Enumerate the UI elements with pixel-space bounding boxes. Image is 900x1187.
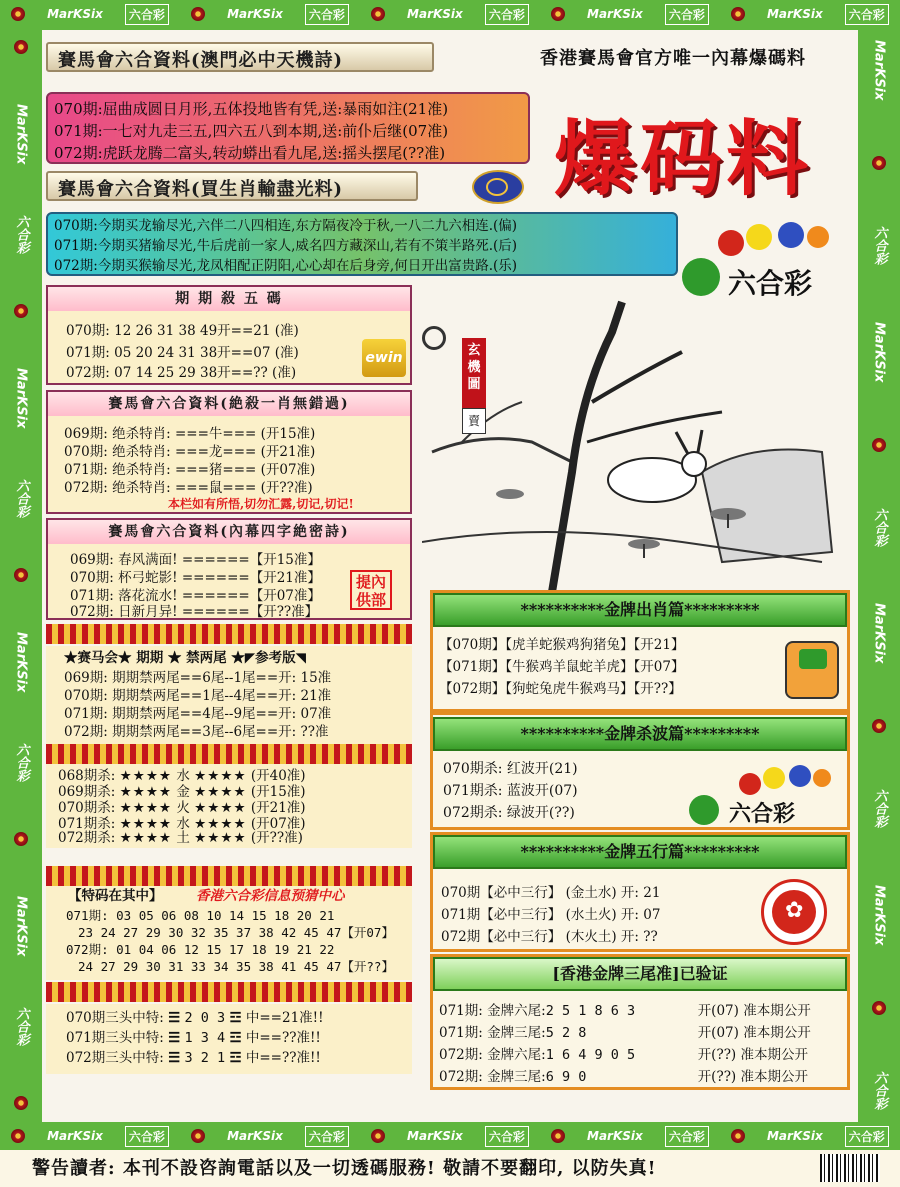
border-brand-cn: 六合彩 — [871, 507, 887, 547]
border-brand: MarKSix — [227, 7, 283, 21]
left-border — [0, 40, 42, 1110]
gold-tail-row: 072期: 金牌六尾:1 6 4 9 0 5 开(??) 准本期公开 — [439, 1047, 808, 1063]
border-brand-cn: 六合彩 — [13, 1006, 29, 1046]
rose-icon — [731, 1129, 745, 1143]
rose-icon — [14, 1096, 28, 1110]
border-brand: MarKSix — [871, 321, 887, 382]
special-panel — [46, 886, 412, 980]
tail2-row: 070期: 期期禁两尾==1尾--4尾==开: 21准 — [64, 688, 332, 704]
buy-row: 070期:今期买龙输尽光,六伴二八四相连,东方隔夜冷于秋,一八二九六相连.(偏) — [54, 218, 518, 234]
secret4-row: 069期: 春风满面! ======【开15准】 — [70, 552, 321, 568]
gold-five-title: **********金牌五行篇********* — [433, 835, 847, 869]
border-brand: MarKSix — [766, 7, 823, 21]
secret4-row: 071期: 落花流水! ======【开07准】 — [70, 588, 321, 604]
rose-icon — [371, 1129, 385, 1143]
poem-row: 072期:虎跃龙腾二富头,转动蟒出看九尾,送:摇头摆尾(??准) — [54, 144, 446, 162]
header-official: 香港賽馬會官方唯一內幕爆碼料 — [540, 48, 806, 69]
bauhinia-icon: ✿ — [785, 898, 804, 923]
right-border — [858, 40, 900, 1110]
blue-ball-icon — [778, 222, 804, 248]
gold-zodiac-row: 【071期】【牛猴鸡羊鼠蛇羊虎】【开07】 — [439, 659, 685, 675]
rose-icon — [872, 156, 886, 170]
border-brand: MarKSix — [13, 104, 29, 165]
border-brand-cn: 六合彩 — [13, 214, 29, 254]
border-brand-cn: 六合彩 — [871, 789, 887, 829]
border-brand-cn: 六合彩 — [665, 4, 709, 25]
tail2-panel — [46, 646, 412, 744]
gold-tail-title: [香港金牌三尾准]已验证 — [433, 957, 847, 991]
border-brand-cn: 六合彩 — [485, 1126, 529, 1147]
seal-tag: 賣 — [462, 408, 486, 434]
element-kill-row: 070期杀: ★★★★ 火 ★★★★ (开21准) — [58, 800, 306, 816]
border-brand-cn: 六合彩 — [845, 4, 889, 25]
border-brand: MarKSix — [13, 368, 29, 429]
kill1-row: 072期: 绝杀特肖: ===鼠=== (开??准) — [64, 480, 313, 496]
border-brand: MarKSix — [227, 1129, 283, 1143]
border-brand: MarKSix — [47, 7, 103, 21]
kill1-panel — [46, 390, 412, 514]
rose-icon — [11, 1129, 25, 1143]
gold-five-row: 070期【必中三行】 (金土水) 开: 21 — [441, 885, 661, 901]
gold-tail-panel — [430, 954, 850, 1090]
ornament-divider — [46, 982, 412, 1002]
gold-zodiac-panel — [430, 590, 850, 712]
decor-icon — [422, 326, 446, 350]
special-row: 072期: 01 04 06 12 15 17 18 19 21 22 — [66, 942, 335, 957]
gold-zodiac-title: **********金牌出肖篇********* — [433, 593, 847, 627]
secret4-row: 072期: 日新月异! ======【开??准】 — [70, 604, 319, 620]
element-kill-row: 069期杀: ★★★★ 金 ★★★★ (开15准) — [58, 784, 306, 800]
bottom-border — [0, 1122, 900, 1150]
orange-ball-icon — [807, 226, 829, 248]
border-brand: MarKSix — [13, 632, 29, 693]
buy-row: 072期:今期买猴输尽光,龙凤相配正阴阳,心心却在后身旁,何日开出富贵路.(乐) — [54, 258, 518, 274]
border-brand-cn: 六合彩 — [871, 1070, 887, 1110]
kill5-title: 期 期 殺 五 碼 — [48, 287, 410, 311]
gold-five-row: 071期【必中三行】 (水土火) 开: 07 — [441, 907, 661, 923]
gold-zodiac-row: 【072期】【狗蛇兔虎牛猴鸡马】【开??】 — [439, 681, 682, 697]
border-brand: MarKSix — [766, 1129, 823, 1143]
internal-stamp: 提內供部 — [350, 570, 392, 610]
buy-box — [46, 212, 678, 276]
border-brand-cn: 六合彩 — [13, 742, 29, 782]
secret4-row: 070期: 杯弓蛇影! ======【开21准】 — [70, 570, 321, 586]
element-kill-row: 071期杀: ★★★★ 水 ★★★★ (开07准) — [58, 816, 306, 832]
border-brand-cn: 六合彩 — [125, 4, 169, 25]
rose-icon — [872, 719, 886, 733]
border-brand: MarKSix — [13, 896, 29, 957]
heads-row: 071期三头中特: ☰ 1 3 4 ☲ 中==??准!! — [66, 1030, 321, 1046]
kill5-row: 071期: 05 20 24 31 38开==07 (准) — [66, 345, 299, 361]
gold-wave-panel — [430, 712, 850, 830]
special-row: 071期: 03 05 06 08 10 14 15 18 20 21 — [66, 908, 335, 923]
footer-warning: 警告讀者: 本刊不設咨詢電話以及一切透碼服務! 敬請不要翻印, 以防失真! — [32, 1158, 657, 1179]
kill1-row: 069期: 绝杀特肖: ===牛=== (开15准) — [64, 426, 316, 442]
kill1-row: 070期: 绝杀特肖: ===龙=== (开21准) — [64, 444, 316, 460]
jockey-club-logo — [472, 170, 524, 204]
buy-row: 071期:今期买猪输尽光,牛后虎前一家人,威名四方藏深山,若有不策半路死.(后) — [54, 238, 518, 254]
red-ball-icon — [718, 230, 744, 256]
lotto-logo-text: 六合彩 — [729, 801, 796, 827]
big-title: 爆码料 — [554, 112, 813, 207]
rose-icon — [551, 7, 565, 21]
header-macau: 賽馬會六合資料(澳門必中天機詩) — [46, 42, 434, 72]
rose-icon — [731, 7, 745, 21]
gold-wave-row: 070期杀: 红波开(21) — [443, 761, 578, 777]
money-hand-icon — [785, 641, 839, 699]
yellow-ball-icon — [763, 767, 785, 789]
yellow-ball-icon — [746, 224, 772, 250]
secret4-panel — [46, 518, 412, 620]
rose-icon — [11, 7, 25, 21]
kill5-row: 070期: 12 26 31 38 49开==21 (准) — [66, 323, 299, 339]
seal-label: 玄機圖 — [462, 338, 486, 408]
heads-row: 072期三头中特: ☰ 3 2 1 ☲ 中==??准!! — [66, 1050, 321, 1066]
tail2-row: 069期: 期期禁两尾==6尾--1尾==开: 15准 — [64, 670, 332, 686]
rose-icon — [872, 1001, 886, 1015]
orange-ball-icon — [813, 769, 831, 787]
rose-icon — [872, 438, 886, 452]
rose-icon — [14, 304, 28, 318]
border-brand-cn: 六合彩 — [125, 1126, 169, 1147]
rabbit-illustration — [422, 292, 842, 596]
border-brand: MarKSix — [587, 1129, 643, 1143]
kill1-title: 賽馬會六合資料(絶殺一肖無錯過) — [48, 392, 410, 416]
gold-five-row: 072期【必中三行】 (木火土) 开: ?? — [441, 929, 658, 945]
content-area — [42, 30, 858, 1122]
kill5-panel — [46, 285, 412, 385]
special-center: 香港六合彩信息预猜中心 — [196, 888, 345, 904]
border-brand-cn: 六合彩 — [485, 4, 529, 25]
gold-wave-row: 071期杀: 蓝波开(07) — [443, 783, 578, 799]
header-zodiac: 賽馬會六合資料(買生肖輸盡光料) — [46, 171, 418, 201]
border-brand: MarKSix — [871, 603, 887, 664]
special-row: 24 27 29 30 31 33 34 35 38 41 45 47【开??】 — [78, 959, 394, 974]
gold-zodiac-row: 【070期】【虎羊蛇猴鸡狗猪兔】【开21】 — [439, 637, 685, 653]
border-brand: MarKSix — [587, 7, 643, 21]
border-brand-cn: 六合彩 — [305, 4, 349, 25]
border-brand: MarKSix — [47, 1129, 103, 1143]
barcode — [820, 1154, 880, 1182]
lotto-logo-text: 六合彩 — [728, 267, 813, 300]
rose-icon — [191, 1129, 205, 1143]
rose-icon — [371, 7, 385, 21]
kill1-row: 071期: 绝杀特肖: ===猪=== (开07准) — [64, 462, 316, 478]
ornament-divider — [46, 744, 412, 764]
blue-ball-icon — [789, 765, 811, 787]
border-brand: MarKSix — [871, 884, 887, 945]
border-brand-cn: 六合彩 — [13, 478, 29, 518]
border-brand-cn: 六合彩 — [305, 1126, 349, 1147]
red-ball-icon — [739, 773, 761, 795]
ornament-divider — [46, 866, 412, 886]
border-brand-cn: 六合彩 — [665, 1126, 709, 1147]
element-kill-panel — [46, 764, 412, 848]
gold-wave-title: **********金牌杀波篇********* — [433, 717, 847, 751]
kill1-note: 本栏如有所悟,切勿汇露,切记,切记! — [168, 497, 354, 511]
secret4-title: 賽馬會六合資料(內幕四字絶密詩) — [48, 520, 410, 544]
border-brand: MarKSix — [407, 1129, 463, 1143]
gold-tail-row: 071期: 金牌三尾:5 2 8 开(07) 准本期公开 — [439, 1025, 811, 1041]
poem-row: 070期:屈曲成圆日月形,五体投地皆有凭,送:暴雨如注(21准) — [54, 100, 449, 118]
rose-icon — [14, 832, 28, 846]
tail2-title: ★赛马会★ 期期 ★ 禁两尾 ★◤参考版◥ — [64, 650, 307, 666]
border-brand: MarKSix — [407, 7, 463, 21]
green-ball-icon — [682, 258, 720, 296]
heads-row: 070期三头中特: ☰ 2 0 3 ☲ 中==21准!! — [66, 1010, 324, 1026]
element-kill-row: 068期杀: ★★★★ 水 ★★★★ (开40准) — [58, 768, 306, 784]
footer — [0, 1150, 900, 1187]
poem-row: 071期:一七对九走三五,四六五八到本期,送:前仆后继(07准) — [54, 122, 449, 140]
border-brand: MarKSix — [871, 40, 887, 101]
gold-five-panel — [430, 832, 850, 952]
element-kill-row: 072期杀: ★★★★ 土 ★★★★ (开??准) — [58, 830, 303, 844]
green-ball-icon — [689, 795, 719, 825]
gold-tail-row: 072期: 金牌三尾:6 9 0 开(??) 准本期公开 — [439, 1069, 808, 1085]
special-row: 23 24 27 29 30 32 35 37 38 42 45 47【开07】 — [78, 925, 394, 940]
ornament-divider — [46, 624, 412, 644]
rose-icon — [551, 1129, 565, 1143]
kill5-row: 072期: 07 14 25 29 38开==?? (准) — [66, 365, 297, 381]
border-brand-cn: 六合彩 — [871, 226, 887, 266]
rose-icon — [191, 7, 205, 21]
tail2-row: 072期: 期期禁两尾==3尾--6尾==开: ??准 — [64, 724, 329, 740]
rose-icon — [14, 568, 28, 582]
rose-icon — [14, 40, 28, 54]
top-border — [0, 0, 900, 28]
tail2-row: 071期: 期期禁两尾==4尾--9尾==开: 07准 — [64, 706, 332, 722]
special-label: 【特码在其中】 — [68, 888, 163, 904]
gold-wave-row: 072期杀: 绿波开(??) — [443, 805, 575, 821]
border-brand-cn: 六合彩 — [845, 1126, 889, 1147]
hk-emblem — [761, 879, 827, 945]
poem-box — [46, 92, 530, 164]
gold-tail-row: 071期: 金牌六尾:2 5 1 8 6 3 开(07) 准本期公开 — [439, 1003, 811, 1019]
heads-panel — [46, 1004, 412, 1074]
ewin-logo: ewin — [362, 339, 406, 377]
